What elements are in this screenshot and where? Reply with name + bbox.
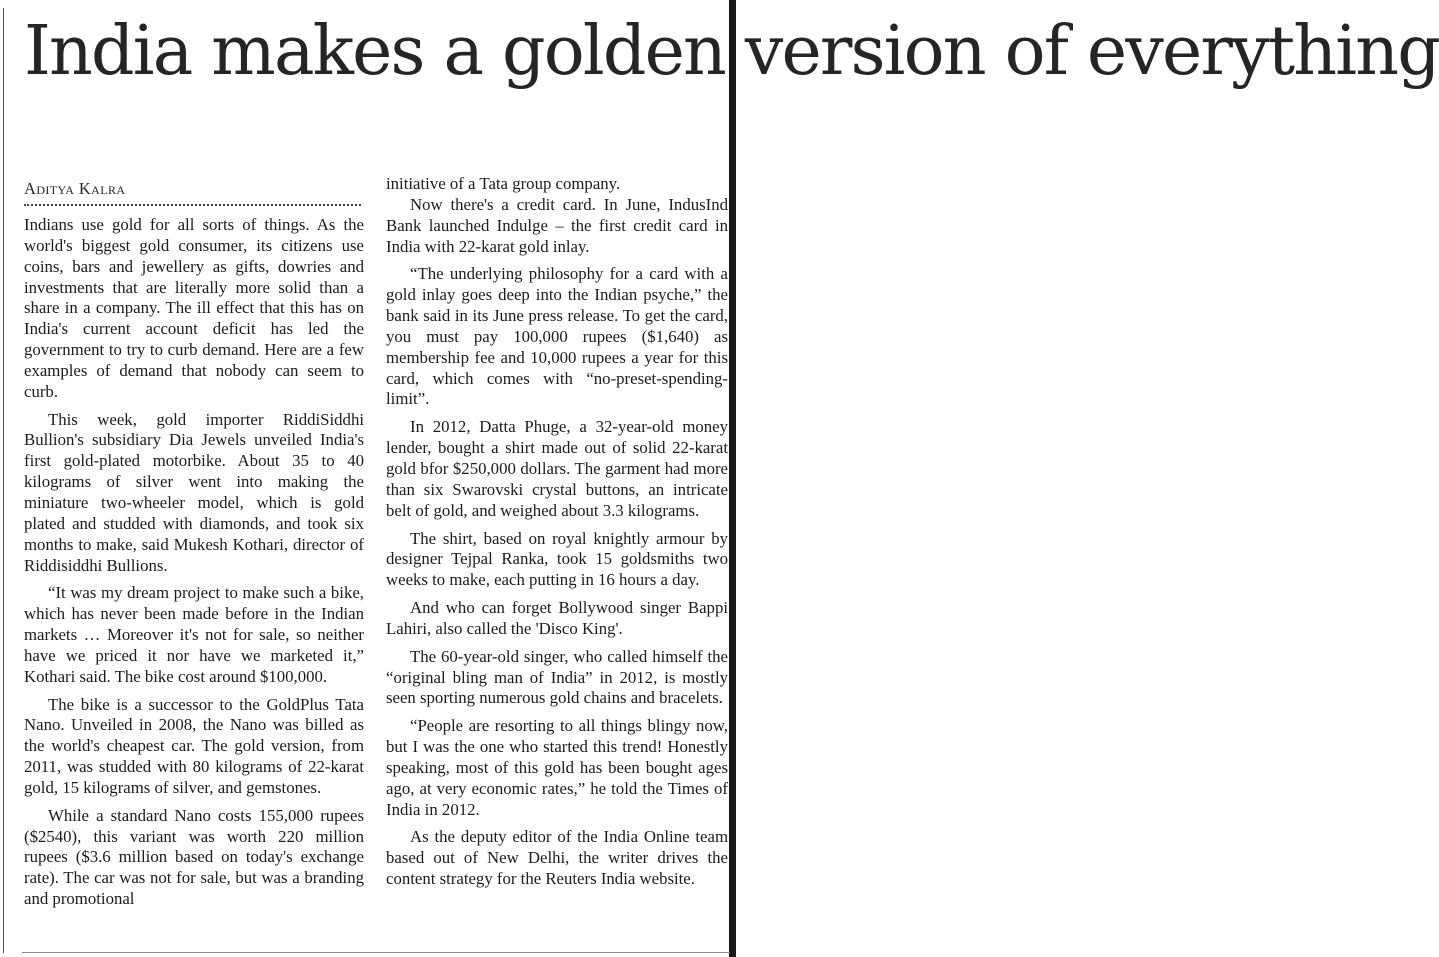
paragraph: While a standard Nano costs 155,000 rupees ($2540), this variant was worth 220 million rupees ($3.6 million based on today's exchange rate). The car was not for sale, but was a branding and promotional — [24, 805, 364, 909]
paragraph: The bike is a successor to the GoldPlus Tata Nano. Unveiled in 2008, the Nano was billed as the world's cheapest car. The gold version, from 2011, was studded with 80 kilograms of 22-karat gold, 15 kilograms of silver, and gemstones. — [24, 694, 364, 797]
right-edge-bar — [729, 0, 736, 957]
paragraph: “People are resorting to all things blingy now, but I was the one who started this trend! Honestly speaking, most of this gold has been bought ages ago, at very economic rates,” he told the Times of India in 2012. — [386, 716, 728, 819]
left-column-rule — [3, 8, 4, 953]
paragraph: This week, gold importer RiddiSiddhi Bullion's subsidiary Dia Jewels unveiled India's first gold-plated motorbike. About 35 to 40 kilograms of silver went into making the miniature two-wheeler model, which is gold plated and studded with diamonds, and took six months to make, said Mukesh Kothari, director of Riddisiddhi Bullions. — [24, 409, 364, 575]
byline-dotted-rule — [24, 204, 361, 206]
article-column-left — [24, 215, 364, 910]
byline: Aditya Kalra — [24, 179, 126, 198]
paragraph: The 60-year-old singer, who called himself the “original bling man of India” in 2012, is mostly seen sporting numerous gold chains and bracelets. — [386, 646, 728, 708]
paragraph: Now there's a credit card. In June, IndusInd Bank launched Indulge – the first credit card in India with 22-karat gold inlay. — [386, 194, 728, 256]
article-column-right — [386, 174, 728, 890]
paragraph: Indians use gold for all sorts of things. As the world's biggest gold consumer, its citizens use coins, bars and jewellery as gifts, dowries and investments that are literally more solid than a share in a company. The ill effect that this has on India's current account deficit has led the government to try to curb demand. Here are a few examples of demand that nobody can seem to curb. — [24, 215, 364, 401]
paragraph: And who can forget Bollywood singer Bappi Lahiri, also called the 'Disco King'. — [386, 598, 728, 638]
paragraph: “The underlying philosophy for a card with a gold inlay goes deep into the Indian psyche,” the bank said in its June press release. To get the card, you must pay 100,000 rupees ($1,640) as membership fee and 10,000 rupees a year for this card, which comes with “no-preset-spending-limit”. — [386, 264, 728, 409]
paragraph: As the deputy editor of the India Online team based out of New Delhi, the writer drives the content strategy for the Reuters India website. — [386, 827, 728, 889]
paragraph: initiative of a Tata group company. — [386, 174, 621, 193]
headline — [24, 10, 1439, 94]
bottom-rule — [22, 952, 730, 953]
paragraph: In 2012, Datta Phuge, a 32-year-old money lender, bought a shirt made out of solid 22-karat gold bfor $250,000 dollars. The garment had more than six Swarovski crystal buttons, an intricate belt of gold, and weighed about 3.3 kilograms. — [386, 417, 728, 520]
headline-text: India makes a golden version of everything — [24, 12, 1439, 91]
paragraph: “It was my dream project to make such a bike, which has never been made before in the Indian markets … Moreover it's not for sale, so neither have we priced it nor have we marketed it,” Kothari said. The bike cost around $100,000. — [24, 583, 364, 686]
paragraph: The shirt, based on royal knightly armour by designer Tejpal Ranka, took 15 goldsmiths two weeks to make, each putting in 16 hours a day. — [386, 528, 728, 590]
